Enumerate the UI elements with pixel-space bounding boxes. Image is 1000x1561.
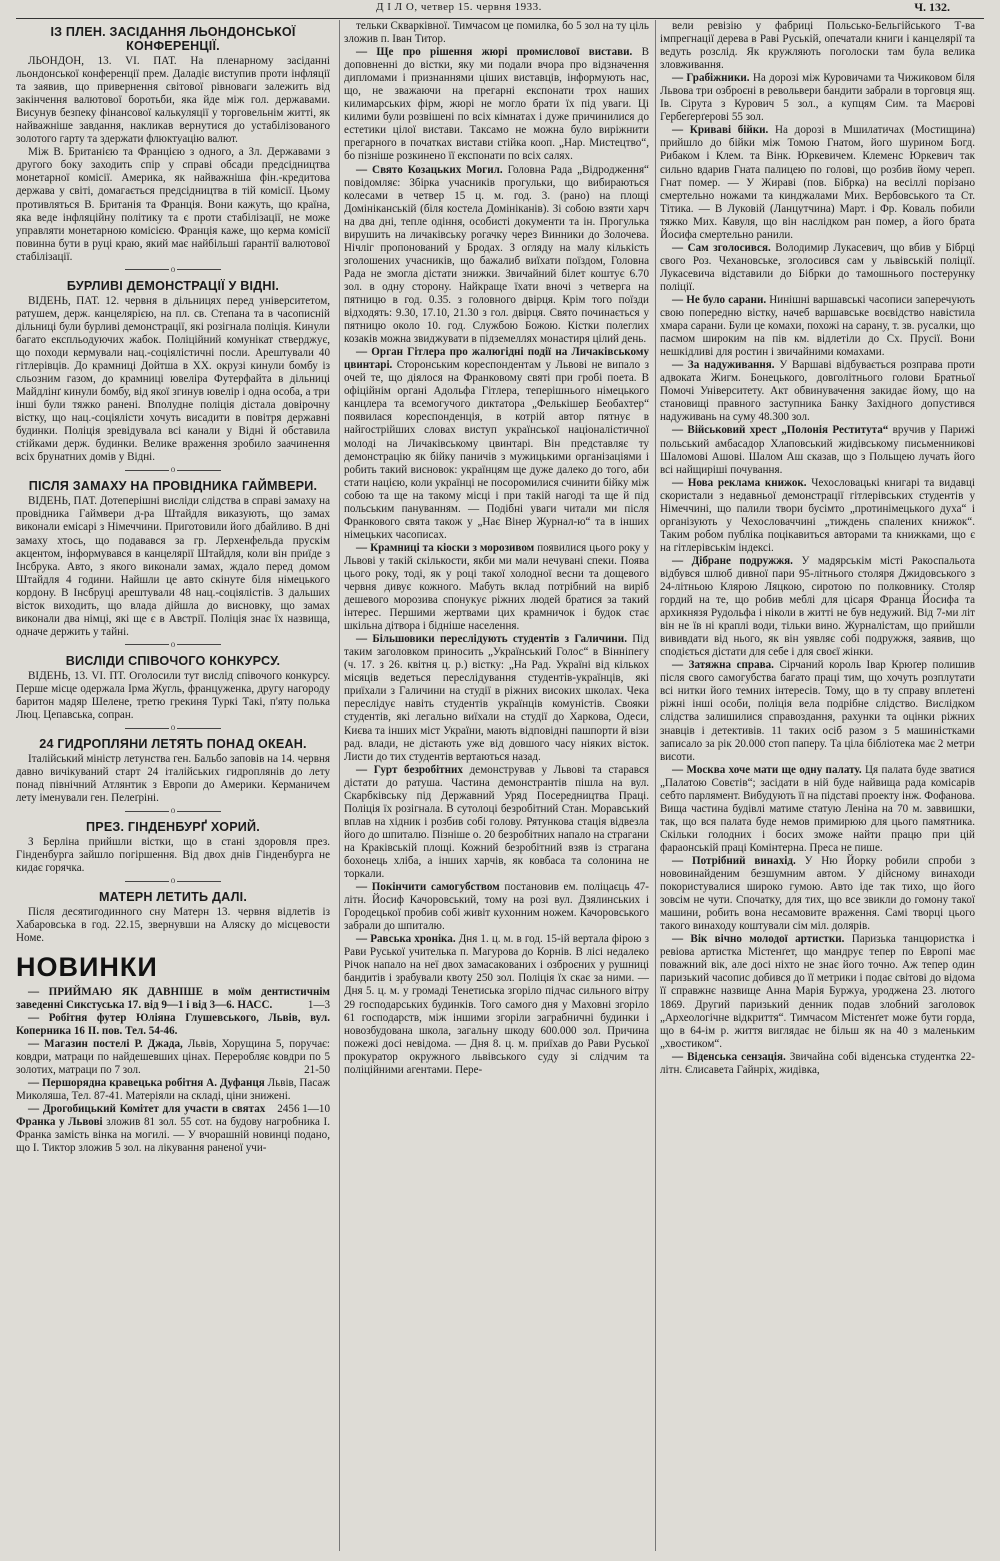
ad-ref: 1—3 [307, 998, 330, 1011]
news-body: зложив 81 зол. 55 сот. на будову нагробника І. Франка замість вінка на могилі. — У вчорашній новинці подано, що І. Тиктор зложив 5 зол. на лікування раненої учи- [16, 1116, 330, 1155]
article-paragraph: ВІДЕНЬ, 13. VI. ПТ. Оголосили тут вислід співочого конкурсу. Перше місце одержала Ірма Жугль, француженка, другу нагороду баритон мадяр Шелене, третю грекиня Туркі Такі, п'яту полька Люц. Цепавська, сопран. [16, 669, 330, 722]
article-separator: o [16, 640, 330, 649]
news-body: Паризька танцюристка і ревіова артистка Містенґет, що мандрує тепер по Европі має поважний вік, але досі ніхто не знає його точно. Аж тепер один паризький часопис добився до її метрики і подає світові до відома її справжнє назвище Анна Марія Буржуа, уроджена 23. лютого 1869. Другий паризький денник подав злобний заголовок „Археологічне відкриття“. Тимчасом Містенґет може бути горда, що в 64-ім р. життя виглядає не більш як на 40 з маленьким „хвостиком“. [660, 933, 975, 1050]
news-lead: — Більшовики переслідують студентів з Галичини. [356, 633, 627, 646]
news-item [344, 164, 649, 347]
news-body: постановив ем. поліцаєць 47-літн. Йосиф Качоровський, тому на розі вул. Дзялинських і Городецької пробив собі живіт кухонним ножем. Качоровського забрали до шпиталю. [344, 881, 649, 933]
news-body: Дня 1. ц. м. в год. 15-ій вертала фірою з Рави Руської учителька п. Магурова до Корнів. В лісі недалеко Річок напало на неї двох замасакованих і озброєних у рушниці бандитів і зрабували квоту 250 зол. Поліція їх скає за ними. — Дня 5. ц. м. у громаді Тенетиська згоріло підчас сильного вітру 29 господарських будинків. Того самого дня у Маховні згоріло 61 господарств, між іншими згоріли заграбничні будинки і новозбудована школа, загальну шкоду 600.000 зол. Причина пожежі досі невідома. — Дня 8. ц. м. приїхав до Рави Руської прокуратор окружного львівського суду зі слідчим та поліційними агентами. Пере- [344, 933, 649, 1076]
news-lead: — Криваві бійки. [672, 124, 769, 137]
issue-date: Д І Л О, четвер 15. червня 1933. [376, 1, 542, 13]
news-body: Чехословацькі книгарі та видавці скористали з недавньої демонстрації гітлерівських студентів у Німеччині, що палили твори бусімто „протинімецького духа“ і організують у Чехословаччині „тиждень спалених книжок“. Таким робом публіка поцікавиться авторами та книжками, що є на гітлерівськім індексі. [660, 476, 975, 554]
news-lead: — Грабіжники. [672, 72, 750, 85]
article-separator: o [16, 806, 330, 815]
masthead [16, 0, 984, 19]
news-body: Головна Рада „Відродження“ повідомляє: Збірка учасників прогульки, що вибираються колесами в четвер 15 ц. м. год. 3. (рано) на площі Домініканській (біля костела Домініканів). Зі собою взяти харч на два дні, тепле одіння, особисті документи та ін. Прогулька вирушить на личаківську рогачку через Винники до Золочева. Нічліг пропонований у Бродах. З огляду на малу кількість зголошених учасників, що бажалиб виїхати поїздом, Головна Рада не змогла дістати знижки. Звичайний білет коштує 6.70 зол. в одну сторону. Найкраще їхати вночі з четверга на пятницю в год. 0.35. з головного двірця. Крім того поїзди відходять: 9.30, 17.10, 21.30 з гол. двірця. Свято починається у пятницю около 10. год. Службою Божою. Кістки полеглих козаків можна звиджувати в підземеллях монастиря цілий день. [344, 163, 649, 346]
article-paragraph: вели ревізію у фабриці Польсько-Бельгійського Т-ва імпрегнації дерева в Раві Руській, опечатали книги і канцелярії та ведуть розслід. Як кружляють поголоски там була велика зловживання. [660, 20, 975, 72]
news-item [660, 555, 975, 659]
article-paragraph: ВІДЕНЬ, ПАТ. 12. червня в дільницях перед університетом, ратушем, держ. канцелярією, на пл. св. Степана та в часописній дільниці були бурливі демонстрації, які розігнала поліція. Кинули багато експльодуючих жабок. Поліційний комунікат стверджує, що походи кермували нац.-соціялістичні посли. Арештували 40 гітлерівців. До крамниці Дойтша в XX. окрузі кинули бомбу із сльозним газом, до крамниці ювеліра Футерфайта в дільниці Майдлінґ кинули бомбу, від якої згинув ювелір і одна особа, а три інші були тяжко ранені. Вполудне поліція дістала довірочну вістку, що нац.-соціялісти хочуть висадити в повітря державні будинки. Поліція зревідувала всі канали у Відні й обставила стійками держ. будинки. Велике враження зробило заачинення всіх брунатних домів у Відні. [16, 294, 330, 464]
news-lead: — Равська хроніка. [356, 933, 456, 946]
news-body: Нинішні варшавські часописи заперечують свою попередню вістку, начеб варшавське воєвідство навістила хмара сарани. Були це комахи, похожі на сарану, т. зв. русалки, що пасмом широким на пів км. відлетіли до Сх. Прусії. Вони нешкідливі для ростин і звичайними комахами. [660, 293, 975, 359]
ad-lead: — Магазин постелі Р. Джада, [28, 1037, 183, 1050]
article-headline: ПРЕЗ. ГІНДЕНБУРҐ ХОРИЙ. [85, 820, 260, 835]
news-lead: — Не було сарани. [672, 293, 767, 306]
news-lead: — Ще про рішення жюрі промислової вистави. [356, 46, 633, 59]
news-lead: — За надуживання. [672, 359, 775, 372]
news-body: В доповненні до вістки, яку ми подали вчора про відзначення дипломами і признаннями ціших виставців, інформують нас, що, не зважаючи на прегарні експонати трох наших килимарських фірм, жюрі не могло брати їх під уваги. Ці килими були розвішені по всіх кімнатах і дуже причинилися до естетики цілої вистави. Таксамо не можна було виріжнити прегарного в початках вистави стійка кооп. „Нар. Мистецтво“, бо пізніше розкинено її експонати по всіх салях. [344, 46, 649, 163]
ad-item [16, 1012, 330, 1038]
ad-item [16, 1038, 330, 1077]
news-item [660, 72, 975, 124]
news-body: Володимир Лукасевич, що вбив у Бібрці свого Роз. Чехановське, зголосився сам у львівській поліції. Лукасевича відставили до Бібрки до тамошнього постерунку поліції. [660, 241, 975, 293]
column-3 [655, 20, 975, 1551]
article-paragraph: ЛЬОНДОН, 13. VI. ПАТ. На пленарному засіданні льондонської конференції прем. Даладіє виступив проти інфляції та заявив, що привернення світової рівноваги залежить від закінчення валютової боротьби, яка йде між гол. державами. Висунув безпеку фінансової калькуляції у торговельнім житті, як найважніше завдання, накликав вернутися до устабілізованого золотого гарту та здержати флюктуацію валют. [16, 55, 330, 146]
news-lead: — Потрібний винахід. [672, 855, 796, 867]
news-item [660, 359, 975, 424]
news-body: вручив у Парижі польський амбасадор Хлаповський жидівському письменникові Шаломові Ашові. Шалом Аш сказав, що з Польщею лучать його всі найщиріші почування. [660, 424, 975, 476]
news-lead: — Орган Гітлера про жалюгідні події на Личаківському цвинтарі. [344, 346, 649, 372]
news-body: Сторонським кореспондентам у Львові не випало з очей те, що діялося на Франковому святі при гробі поета. В офіційнім органі Адольфа Гітлера, теперішнього німецького канцлера та всемогучого диктатора „Фелькішер Беобахтер“ появилася кореспонденція, в котрій автор пятнує в найгострійших словах виступ української націоналістичної молоді на Личаківському цвинтарі. Він представляє ту демонстрацію як бійку паничів з мужицькими організаціями і робить такий висновок: українцям ще дуже далеко до того, аби стати нацією, коли українці не посоромилися счинити бійку між собою та ще на такому місці і при такій нагоді та ще й під польським пануванням. — Подібні уваги читали ми після Франкового свята також у „Нає Вінер Журнал-ю“ та в інших німецьких часописах. [344, 359, 649, 541]
article-headline: ПІСЛЯ ЗАМАХУ НА ПРОВІДНИКА ГАЙМВЕРИ. [28, 479, 318, 494]
news-item [344, 764, 649, 881]
news-lead: — Віденська сензація. [672, 1050, 786, 1063]
news-lead: — Гурт безробітних [356, 763, 463, 776]
news-body: Під таким заголовком приносить „Український Голос“ в Вінніпегу (ч. 17. з 26. квітня ц. р.) вістку: „На Рад. Україні від кількох місяців ведеться переслідування студентів-українців, які приїхали з Галичини на студії в ріжних високих школах. Чека переслідує навіть студентів українців комуністів. Свояки студентів, які легально виїхали на студії до Харкова, Одеси, Києва та інших міст України, мають відповідні пашпорти й візи рад. влади, не дістають уже від довшого часу ніяких вісток. Листи до тих студентів вертаються назад. [344, 633, 649, 763]
news-body: У мадярськім місті Ракоспальота відбувся шлюб дивної пари 95-літнього столяря Джидовського з 24-літньою Клярою Ляцкою, сиротою по полковнику. Столяр гордий на те, що робив меблі для цісаря Франца Йосифа та архикнязя Рудольфа і ніколи в житті не був недужий. Від 7-ми літ він не їв ні краплі води, тільки вино. Журналістам, що прийшли вививдати від нього, як він уявляє собі подружжя, заявив, що сподіється дістати для себе і для своєї жінки. [660, 554, 975, 659]
section-title: НОВИНКИ [16, 951, 158, 982]
article-paragraph: тельки Скварківної. Тимчасом це помилка, бо 5 зол на ту ціль зложив п. Іван Титор. [344, 20, 649, 46]
ad-ref: 21-50 [304, 1063, 330, 1076]
article-separator: o [16, 876, 330, 885]
news-item [344, 346, 649, 542]
news-body: Львів, Пасаж Миколяша, Тел. 87-41. Матеріяли на складі, ціни знижені. [16, 1076, 330, 1102]
news-item [344, 46, 649, 163]
article-separator: o [16, 723, 330, 732]
news-lead: — Дібране подружжя. [672, 554, 793, 567]
news-lead: — Нова реклама книжок. [672, 476, 807, 489]
news-item [344, 933, 649, 1077]
column-1 [16, 20, 330, 1551]
news-lead: — Затяжна справа. [672, 659, 774, 672]
article-paragraph: З Берліна прийшли вістки, що в стані здоровля през. Гінденбурга зайшло погіршення. Від двох днів Гінденбурга не кидає горячка. [16, 836, 330, 875]
news-item [660, 659, 975, 763]
ad-lead: — Дрогобицький Комітет для участи в святах Франка у Львові [16, 1102, 266, 1128]
news-item [660, 124, 975, 241]
ad-ref: 2456 1—10 [277, 1102, 330, 1115]
ad-lead: — Першорядна кравецька робітня А. Дуфанця [28, 1076, 265, 1089]
news-body: У Варшаві відбувається розправа проти адвоката Жигм. Бонецького, довголітнього голови Братньої Помочі Університету. Акт обвинувачення закидає йому, що на становищі правного заступника Банку Західного допустився надуживань на суму 48.300 зол. [660, 359, 975, 424]
news-item [660, 933, 975, 1050]
article-headline: ІЗ ПЛЕН. ЗАСІДАННЯ ЛЬОНДОНСЬКОЇ КОНФЕРЕНЦІЇ. [50, 25, 296, 53]
article-paragraph: Після десятигодинного сну Матерн 13. червня відлетів із Хабаровська в год. 22.15, звернувши на Аляску до місцевости Номе. [16, 906, 330, 945]
news-item [344, 542, 649, 633]
news-lead: — Москва хоче мати ще одну палату. [672, 763, 862, 776]
news-lead: — Крамниці та кіоски з морозивом [356, 541, 535, 554]
news-item [660, 242, 975, 294]
news-item [660, 764, 975, 855]
article-headline: 24 ГИДРОПЛЯНИ ЛЕТЯТЬ ПОНАД ОКЕАН. [39, 737, 307, 752]
article-separator: o [16, 265, 330, 274]
article-headline: БУРЛИВІ ДЕМОНСТРАЦІЇ У ВІДНІ. [66, 278, 280, 293]
news-body: На дорозі між Куровичами та Чижиковом біля Львова три озброєні в револьвери бандити забрали в торговця ящ. Ів. Сірута з Курович 5 зол., а купцям Сим. та Маєрові Гербеґерґерові 55 зол. [660, 72, 975, 124]
article-paragraph: Між В. Британією та Францією з одного, а Зл. Державами з другого боку заходить спір у справі обсади предсідництва монетарної комісії. Америка, як найважніша фін.-кредитова держава у світі, домагається предсідництва в тій комісії. Цьому противляться В. Британія та Франція. Вони кажуть, що країна, яка веде інфляційну політику та є проти стабілізації, не може управляти монетарною комісією. Франція каже, що керма комісії повинна бути в руці краю, який має найбільші ґарантії валютової стабілізації. [16, 146, 330, 263]
ad-lead: — ПРИЙМАЮ ЯК ДАВНІШЕ в моїм дентистичнім заведенні Сикстуська 17. від 9—1 і від 3—6. НАСС. [16, 985, 330, 1011]
columns [16, 20, 984, 1551]
news-body: Ця палата буде зватися „Палатою Совєтів“; засідати в ній буде найвища рада комісарів себто парлямент. Вибудують її на підставі проекту інж. Фофанова. Вища частина будівлі матиме статую Леніна на 70 м. заввишки, так, що вся палата буде немов примирюю для цього памятника. Скільки голодних і босих зможе найти працю при цій фараонській праці Комінтерна. Преса не пише. [660, 763, 975, 854]
article-headline: МАТЕРН ЛЕТИТЬ ДАЛІ. [98, 890, 248, 905]
news-item [660, 424, 975, 476]
article-separator: o [16, 465, 330, 474]
news-item [344, 881, 649, 933]
news-lead: — Вік вічно молодої артистки. [672, 933, 845, 946]
news-body: появилися цього року у Львові у такій скількости, якби ми мали нечувані спеки. Поява цього року, тоді, як у році такої холодної весни та дощевого червня дивує кожного. Мабуть вклад потрібний на виріб дешевого морозива спонукує ріжних людей братися за такий інтерес. Першими жертвами цих крамничок і будок стає шкільна дітвора і бідніше населення. [344, 541, 649, 633]
ad-item [16, 986, 330, 1012]
article-paragraph: ВІДЕНЬ, ПАТ. Дотеперішні висліди слідства в справі замаху на провідника Гаймвери д-ра Штайдля виказують, що замах виконали емісарі з Німеччини. Приготовили його дбайливо. В дні замаху хтось, що подавався за гр. Лерхенфельда прускім акцентом, інформувався в канцелярії Штайдля, коли він приїде з Інсбрука. Авто, з якого виконали замах, ждало перед домом Штайдля 4 години. Найшли це авто скінуте біля німецького кордону. В Інсбруці арештували 48 нац.-соціялістів. З дальших вісток виходить, що влада дійшла до висновку, що замах виконали два німці, які ще є в Австрії. Поліція знає їх назвища, одначе держить у тайні. [16, 495, 330, 638]
article-headline: ВИСЛІДИ СПІВОЧОГО КОНКУРСУ. [65, 653, 281, 668]
news-item [660, 855, 975, 933]
news-item [660, 294, 975, 359]
column-2 [339, 20, 649, 1551]
news-lead: — Військовий хрест „Полонія Реститута“ [672, 424, 889, 437]
news-item [660, 477, 975, 555]
news-body: Сірчаний король Івар Крюґер полишив після свого самогубства багато праці тим, що хочуть розплутати всі нитки його темних інтересів. Тому, що в ту справу вплетені ріжні інші особи, поліція вела подрібне слідство. Вислідком слідства залишилися справоздання, рахунки та оцінки ріжних знавців і детективів. 11 таких осіб разом з 5 машиністками записало за рік 20.000 стоп паперу. Та ціла бібліотека має 2 метри висоти. [660, 659, 975, 763]
news-item [344, 633, 649, 763]
news-lead: — Сам зголосився. [672, 241, 771, 254]
article-paragraph: Італійський міністр летунства ген. Бальбо заповів на 14. червня давно вичікуваний старт 24 італійських гидроплянів до лету понад північний Атлянтик з Европи до Америки. Керманичем лету іменували ген. Пелеґріні. [16, 753, 330, 805]
news-lead: — Покінчити самогубством [356, 881, 500, 894]
page-number: Ч. 132. [914, 0, 950, 14]
news-body: Львів, Хорущина 5, поручає: ковдри, матраци по найдешевших цінах. Переробляє ковдри по 5 золотих, матраци по 7 зол. [16, 1037, 330, 1076]
news-body: Звичайна собі віденська студентка 22-літн. Єлисавета Гайнріх, жидівка, [660, 1050, 975, 1076]
ad-lead: — Робітня футер Юліяна Глушевського, Львів, вул. Коперника 16 II. пов. Тел. 54-46. [16, 1011, 330, 1037]
news-body: демонстрував у Львові та старався дістати до ратуша. Частина демонстрантів пішла на вул. Скарбківську під Державний Уряд Посередництва Праці. Поліція їх розігнала. В сутолоці безробітний Стан. Моравський вплав на хідник і розбив собі голову. Рятункова стація відвезла його до шпиталю. Пізніше о. 20 безробітних напало на страгани на Краківській площі. Кожний безробітний взяв із страгана бохонець хліба, а інших харчів, як ковбаса та солонина не торкали. [344, 763, 649, 881]
news-body: У Ню Йорку робили спроби з нововинайденим безшумним автом. У дійсному винаходи покористувалися широко гумою. Авто іде так тихо, що його зовсім не чути. Спочатку, для тих, що все звикли до гомону такої машини, робить вона несамовите враження. Самі творці цього такого винаходу коштували сім міл. долярів. [660, 855, 975, 933]
news-body: На дорозі в Мшилатичах (Мостищина) прийшло до бійки між Томою Гнатом, його шурином Богд. Рибаком і Клем. та Вінк. Юркевичем. Клеменс Юркевич так сильно вдарив Гната палицею по голові, що розбив йому череп. Гнат помер. — У Жираві (пов. Бібрка) на весіллі порізано смертельно ножами та кинджалами Мих. Вербовського та Ст. Тітика. — В Луковій (Ланцутчина) Март. і Фр. Коваль побили тяжко Мих. Кавуля, що він наслідком ран помер, а його брата Йосифа смертельно ранили. [660, 124, 975, 241]
news-lead: — Свято Козацьких Могил. [356, 163, 503, 176]
news-item [660, 1051, 975, 1077]
